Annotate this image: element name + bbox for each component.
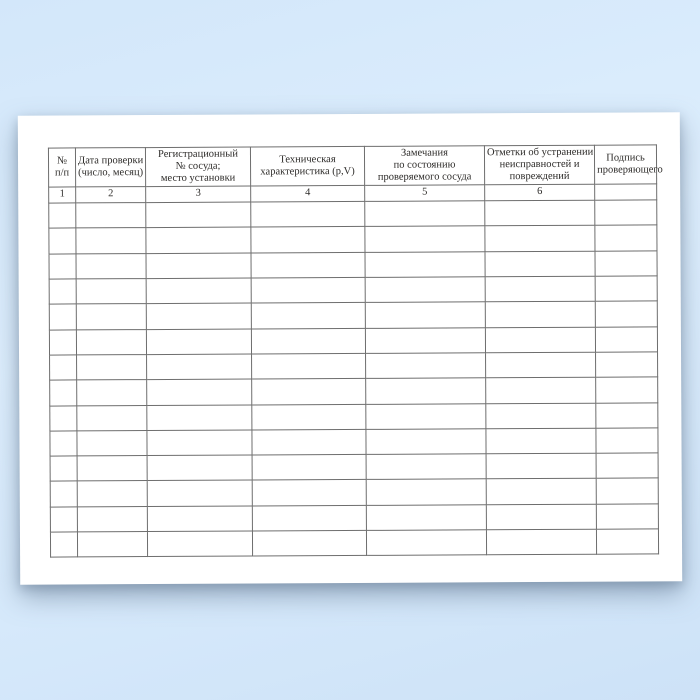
empty-cell bbox=[50, 431, 77, 456]
empty-cell bbox=[366, 378, 486, 404]
empty-cell bbox=[486, 403, 596, 429]
header-line: Дата проверки bbox=[77, 155, 144, 167]
empty-cell bbox=[596, 453, 658, 479]
empty-cell bbox=[252, 455, 366, 481]
empty-cell bbox=[252, 353, 366, 379]
empty-cell bbox=[366, 429, 486, 455]
empty-cell bbox=[50, 355, 77, 380]
empty-cell bbox=[49, 254, 76, 279]
empty-cell bbox=[595, 251, 657, 277]
empty-cell bbox=[365, 327, 485, 353]
empty-cell bbox=[50, 456, 77, 481]
table-row bbox=[49, 276, 657, 304]
empty-cell bbox=[252, 505, 366, 531]
header-line: Техническая bbox=[279, 154, 336, 166]
empty-cell bbox=[77, 456, 147, 482]
empty-cell bbox=[77, 506, 147, 532]
empty-cell bbox=[596, 428, 658, 454]
table-row bbox=[50, 504, 658, 532]
empty-cell bbox=[486, 352, 596, 378]
table-row bbox=[49, 301, 657, 329]
table-row bbox=[49, 251, 657, 279]
empty-cell bbox=[486, 479, 596, 505]
table-row bbox=[50, 402, 658, 430]
empty-cell bbox=[365, 277, 485, 303]
empty-cell bbox=[486, 428, 596, 454]
empty-cell bbox=[77, 355, 147, 381]
table-row bbox=[50, 453, 658, 481]
empty-cell bbox=[146, 253, 251, 279]
empty-cell bbox=[76, 203, 146, 229]
empty-cell bbox=[49, 330, 76, 355]
header-line: № сосуда; bbox=[175, 160, 221, 172]
empty-cell bbox=[596, 478, 658, 504]
header-line: № bbox=[56, 155, 68, 167]
header-line: Регистрационный bbox=[157, 148, 238, 161]
empty-cell bbox=[251, 252, 365, 278]
empty-cell bbox=[485, 276, 595, 302]
table-row bbox=[50, 352, 658, 380]
header-cell-remarks bbox=[364, 146, 484, 186]
empty-cell bbox=[76, 228, 146, 254]
header-line: проверяющего bbox=[597, 164, 663, 176]
empty-cell bbox=[50, 532, 77, 557]
empty-cell bbox=[366, 454, 486, 480]
column-index-cell: 6 bbox=[485, 184, 595, 201]
empty-cell bbox=[76, 304, 146, 330]
empty-cell bbox=[485, 226, 595, 252]
empty-cell bbox=[49, 203, 76, 228]
empty-cell bbox=[49, 279, 76, 304]
header-cell-check-date bbox=[75, 148, 145, 188]
empty-cell bbox=[596, 377, 658, 403]
empty-cell bbox=[76, 329, 146, 355]
empty-cell bbox=[486, 377, 596, 403]
empty-cell bbox=[252, 429, 366, 455]
empty-cell bbox=[77, 380, 147, 406]
empty-cell bbox=[147, 455, 252, 481]
table-row bbox=[50, 428, 658, 456]
header-line: (число, месяц) bbox=[78, 167, 144, 179]
empty-cell bbox=[77, 532, 147, 558]
empty-cell bbox=[596, 504, 658, 530]
empty-cell bbox=[76, 253, 146, 279]
empty-cell bbox=[252, 379, 366, 405]
empty-cell bbox=[365, 252, 485, 278]
header-cell-signature bbox=[594, 145, 663, 185]
empty-cell bbox=[596, 402, 658, 428]
empty-cell bbox=[485, 302, 595, 328]
empty-cell bbox=[77, 405, 147, 431]
table-row bbox=[49, 200, 657, 228]
empty-cell bbox=[76, 279, 146, 305]
empty-cell bbox=[77, 481, 147, 507]
empty-cell bbox=[485, 327, 595, 353]
empty-cell bbox=[77, 430, 147, 456]
empty-cell bbox=[146, 202, 251, 228]
empty-cell bbox=[595, 327, 657, 353]
header-line: по состоянию bbox=[393, 159, 456, 171]
empty-cell bbox=[251, 202, 365, 228]
table-row bbox=[49, 327, 657, 355]
header-cell-row-number bbox=[48, 148, 75, 187]
empty-cell bbox=[49, 304, 76, 329]
empty-cell bbox=[485, 200, 595, 226]
empty-cell bbox=[146, 303, 251, 329]
empty-cell bbox=[251, 227, 365, 253]
header-line: п/п bbox=[54, 167, 70, 179]
empty-cell bbox=[365, 201, 485, 227]
empty-cell bbox=[486, 504, 596, 530]
empty-cell bbox=[251, 303, 365, 329]
column-index-cell: 2 bbox=[76, 187, 146, 203]
empty-cell bbox=[50, 507, 77, 532]
empty-cell bbox=[147, 531, 252, 557]
column-index-cell: 3 bbox=[146, 186, 251, 203]
empty-cell bbox=[596, 352, 658, 378]
table-row bbox=[50, 529, 658, 557]
header-cell-registration bbox=[145, 147, 250, 187]
empty-cell bbox=[252, 480, 366, 506]
empty-cell bbox=[485, 251, 595, 277]
empty-rows bbox=[49, 200, 659, 557]
empty-cell bbox=[50, 405, 77, 430]
header-line: место установки bbox=[160, 172, 236, 185]
table-row bbox=[50, 377, 658, 405]
empty-cell bbox=[147, 379, 252, 405]
empty-cell bbox=[147, 430, 252, 456]
empty-cell bbox=[595, 301, 657, 327]
header-line: Подпись bbox=[606, 152, 645, 164]
empty-cell bbox=[147, 405, 252, 431]
empty-cell bbox=[366, 353, 486, 379]
header-line: неисправностей и bbox=[499, 158, 580, 171]
empty-cell bbox=[251, 277, 365, 303]
column-index-cell: 5 bbox=[365, 185, 485, 202]
empty-cell bbox=[366, 479, 486, 505]
empty-cell bbox=[50, 481, 77, 506]
empty-cell bbox=[365, 226, 485, 252]
header-line: характеристика (p,V) bbox=[260, 166, 355, 178]
empty-cell bbox=[50, 380, 77, 405]
empty-cell bbox=[146, 278, 251, 304]
empty-cell bbox=[146, 329, 251, 355]
column-index-cell: 4 bbox=[251, 186, 365, 203]
empty-cell bbox=[595, 225, 657, 251]
empty-cell bbox=[366, 403, 486, 429]
header-cell-specs bbox=[250, 146, 364, 186]
empty-cell bbox=[595, 200, 657, 226]
empty-cell bbox=[147, 354, 252, 380]
table-row bbox=[49, 225, 657, 253]
empty-cell bbox=[486, 529, 596, 555]
empty-cell bbox=[486, 453, 596, 479]
empty-cell bbox=[147, 480, 252, 506]
header-cell-fix-marks bbox=[484, 145, 594, 185]
paper-sheet bbox=[18, 112, 682, 584]
empty-cell bbox=[147, 506, 252, 532]
header-line: Отметки об устранении bbox=[486, 146, 594, 159]
header-line: Замечания bbox=[400, 147, 448, 159]
empty-cell bbox=[251, 328, 365, 354]
table-header-row bbox=[48, 145, 656, 187]
empty-cell bbox=[595, 276, 657, 302]
table-row bbox=[50, 478, 658, 506]
empty-cell bbox=[366, 530, 486, 556]
empty-cell bbox=[252, 530, 366, 556]
header-line: проверяемого сосуда bbox=[377, 171, 472, 183]
column-index-cell: 1 bbox=[49, 187, 76, 203]
empty-cell bbox=[365, 302, 485, 328]
column-index-cell bbox=[595, 184, 657, 200]
empty-cell bbox=[596, 529, 658, 555]
empty-cell bbox=[49, 228, 76, 253]
empty-cell bbox=[366, 505, 486, 531]
inspection-log-table bbox=[48, 144, 663, 558]
empty-cell bbox=[146, 228, 251, 254]
header-line: повреждений bbox=[509, 170, 570, 183]
empty-cell bbox=[252, 404, 366, 430]
